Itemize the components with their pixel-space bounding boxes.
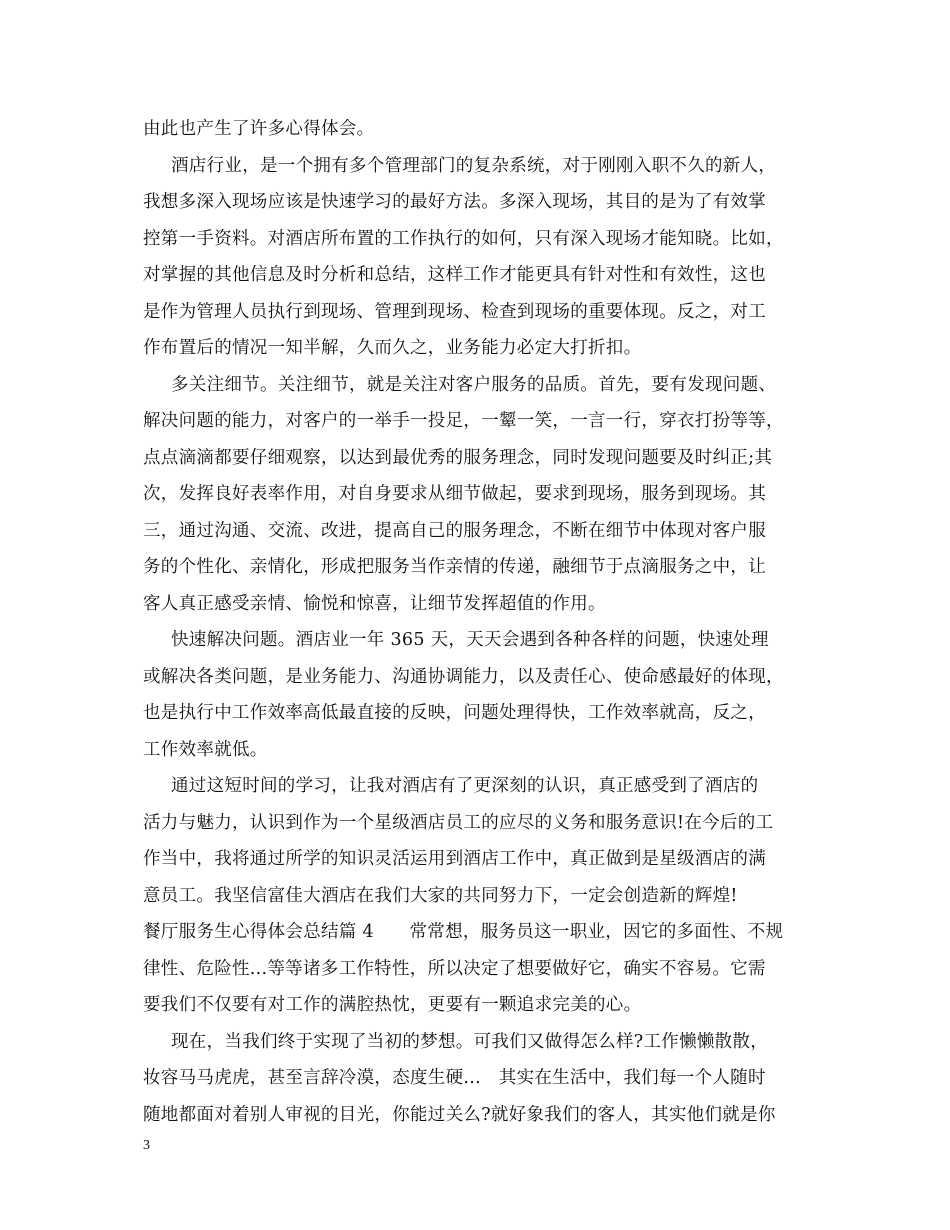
text-line: 妆容马马虎虎，甚至言辞冷漠，态度生硬... 其实在生活中，我们每一个人随时 bbox=[143, 1068, 766, 1088]
text-line: 解决问题的能力，对客户的一举手一投足，一颦一笑，一言一行，穿衣打扮等等， bbox=[143, 411, 784, 431]
text-line: 餐厅服务生心得体会总结篇 4 常常想，服务员这一职业，因它的多面性、不规 bbox=[143, 922, 784, 942]
text-line: 工作效率就低。 bbox=[143, 739, 268, 760]
text-line: 三，通过沟通、交流、改进，提高自己的服务理念，不断在细节中体现对客户服 bbox=[143, 520, 766, 541]
text-line: 意员工。我坚信富佳大酒店在我们大家的共同努力下，一定会创造新的辉煌! bbox=[143, 885, 738, 906]
text-line: 务的个性化、亲情化，形成把服务当作亲情的传递，融细节于点滴服务之中，让 bbox=[143, 557, 766, 577]
text-line: 律性、危险性...等等诸多工作特性，所以决定了想要做好它，确实不容易。它需 bbox=[143, 958, 766, 979]
text-line: 作布置后的情况一知半解，久而久之，业务能力必定大打折扣。 bbox=[143, 338, 642, 358]
text-line: 随地都面对着别人审视的目光，你能过关么?就好象我们的客人，其实他们就是你 bbox=[143, 1104, 776, 1125]
text-line: 客人真正感受亲情、愉悦和惊喜，让细节发挥超值的作用。 bbox=[143, 593, 606, 614]
text-line: 或解决各类问题，是业务能力、沟通协调能力，以及责任心、使命感最好的体现， bbox=[143, 666, 784, 687]
text-line: 酒店行业，是一个拥有多个管理部门的复杂系统，对于刚刚入职不久的新人， bbox=[171, 155, 777, 176]
text-line: 控第一手资料。对酒店所布置的工作执行的如何，只有深入现场才能知晓。比如， bbox=[143, 228, 784, 249]
text-line: 次，发挥良好表率作用，对自身要求从细节做起，要求到现场，服务到现场。其 bbox=[143, 484, 766, 504]
text-line: 我想多深入现场应该是快速学习的最好方法。多深入现场，其目的是为了有效掌 bbox=[143, 192, 766, 212]
text-line: 现在，当我们终于实现了当初的梦想。可我们又做得怎么样?工作懒懒散散， bbox=[171, 1031, 769, 1052]
text-line: 多关注细节。关注细节，就是关注对客户服务的品质。首先，要有发现问题、 bbox=[171, 374, 777, 395]
body-text bbox=[143, 111, 810, 1133]
text-line: 也是执行中工作效率高低最直接的反映，问题处理得快，工作效率就高，反之， bbox=[143, 703, 766, 723]
page-number: 3 bbox=[143, 1138, 150, 1153]
text-line: 由此也产生了许多心得体会。 bbox=[143, 119, 375, 139]
text-line: 对掌握的其他信息及时分析和总结，这样工作才能更具有针对性和有效性，这也 bbox=[143, 265, 766, 285]
text-line: 点点滴滴都要仔细观察，以达到最优秀的服务理念，同时发现问题要及时纠正;其 bbox=[143, 447, 773, 468]
text-line: 快速解决问题。酒店业一年 365 天，天天会遇到各种各样的问题，快速处理 bbox=[171, 630, 769, 650]
text-line: 活力与魅力，认识到作为一个星级酒店员工的应尽的义务和服务意识!在今后的工 bbox=[143, 812, 774, 833]
text-line: 是作为管理人员执行到现场、管理到现场、检查到现场的重要体现。反之，对工 bbox=[143, 301, 766, 322]
text-line: 作当中，我将通过所学的知识灵活运用到酒店工作中，真正做到是星级酒店的满 bbox=[143, 849, 766, 869]
text-line: 通过这短时间的学习，让我对酒店有了更深刻的认识，真正感受到了酒店的 bbox=[171, 776, 759, 796]
text-line: 要我们不仅要有对工作的满腔热忱，更要有一颗追求完美的心。 bbox=[143, 995, 642, 1015]
